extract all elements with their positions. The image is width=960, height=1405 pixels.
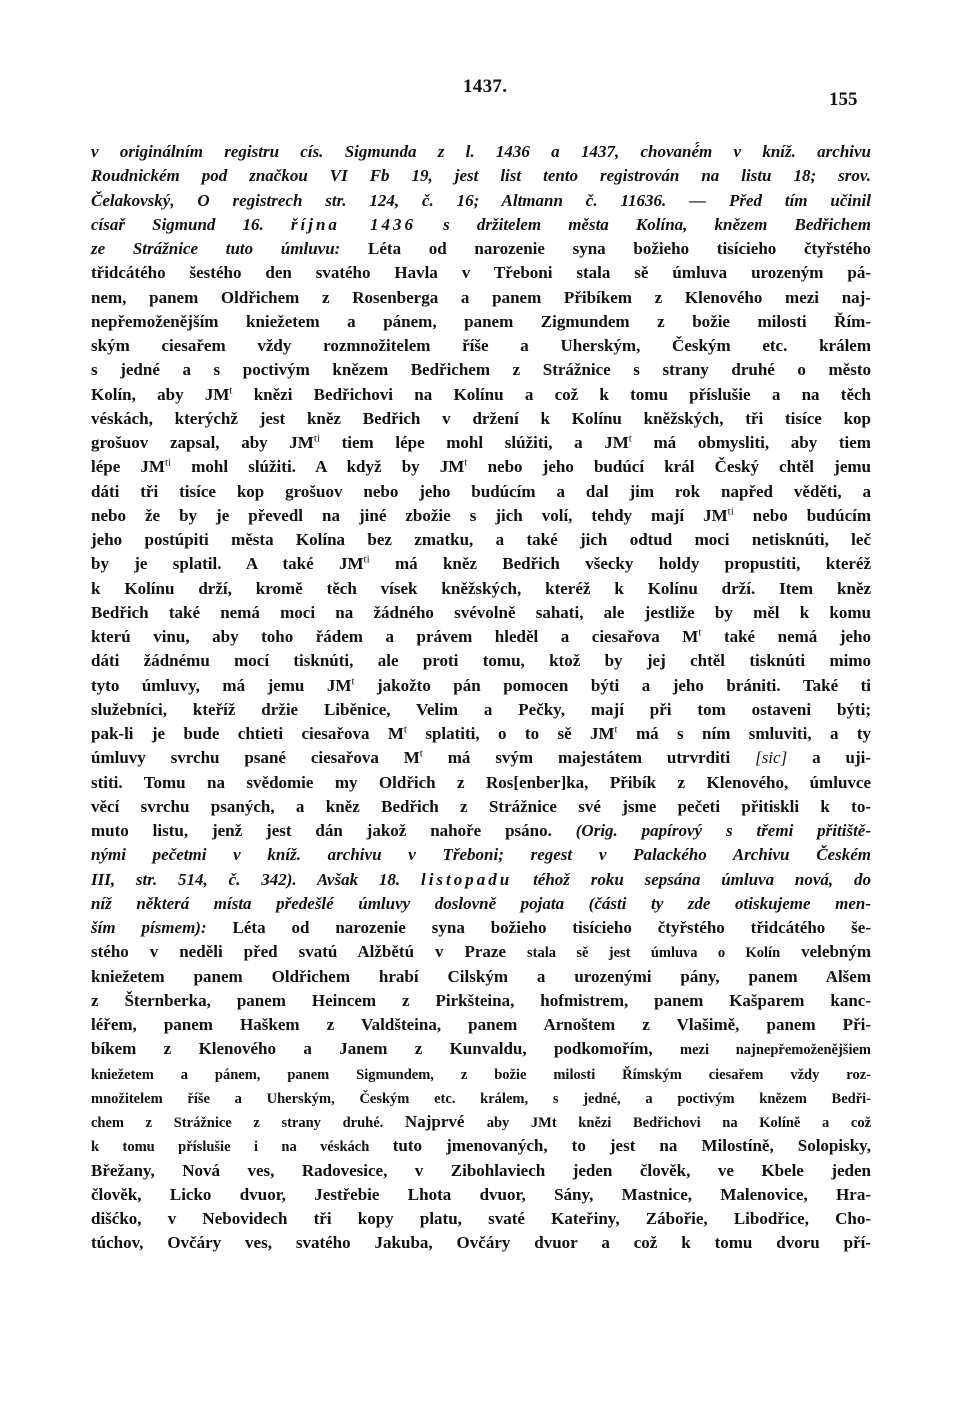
text-segment: Břežany, Nová ves, Radovesice, v Zibohlaviech jeden člověk, ve Kbele jeden (91, 1160, 871, 1180)
superscript: t (419, 747, 423, 760)
text-line (91, 674, 871, 698)
text-segment: túchov, Ovčáry ves, svatého Jakuba, Ovčáry dvuor a což k tomu dvoru pří- (91, 1233, 871, 1253)
text-segment: tiem lépe mohl slúžiti, a JM (319, 433, 629, 452)
text-line (91, 577, 871, 601)
text-segment: služebníci, kteříž držie Liběnice, Velim a Pečky, mají při tom ostaveni býti; (91, 699, 871, 719)
text-segment: dáti tři tisíce kop grošuov nebo jeho budúcím a dal jim rok napřed věděti, a (91, 481, 871, 501)
text-segment: má kněz Bedřich všecky holdy propustiti, kteréž (369, 554, 871, 574)
italic-segment: nými pečetmi v kníž. archivu v Třeboni; regest v Palackého Archivu Českém (91, 845, 871, 865)
superscript: ti (164, 456, 172, 469)
superscript: t (628, 432, 632, 445)
text-line (91, 261, 871, 285)
text-line (91, 1159, 871, 1183)
text-line (91, 1037, 871, 1061)
text-line (91, 1062, 871, 1086)
running-head-year: 1437. (463, 76, 508, 97)
text-segment: a uji- (787, 748, 872, 768)
superscript: t (351, 674, 355, 687)
text-line (91, 989, 871, 1013)
text-line (91, 1183, 871, 1207)
superscript: t (464, 456, 468, 469)
text-line (91, 601, 871, 625)
text-line (91, 334, 871, 358)
text-line (91, 940, 871, 964)
text-segment: léřem, panem Haškem z Valdšteina, panem Arnoštem z Vlašimě, panem Při- (91, 1015, 871, 1034)
text-segment: muto listu, jenž jest dán jakož nahoře psáno. (91, 821, 576, 840)
body-text (91, 140, 871, 1256)
italic-segment: III, str. 514, č. 342). Avšak 18. (91, 869, 421, 889)
superscript: t (614, 723, 618, 736)
text-line (91, 965, 871, 989)
text-line (91, 625, 871, 649)
text-line (91, 1207, 871, 1231)
text-line (91, 140, 871, 164)
italic-segment: s držitelem města Kolína, knězem Bedřichem (416, 214, 871, 234)
text-segment: kniežetem panem Oldřichem hrabí Cilským a urozenými pány, panem Alšem (91, 966, 871, 986)
text-segment: Léta od narozenie syna božieho tisícieho čtyřstého třidcátého še- (232, 918, 872, 937)
italic-segment: Čelakovský, O registrech str. 124, č. 16; Altmann č. 11636. — Před tím učinil (91, 190, 871, 210)
text-line (91, 843, 871, 867)
text-line (91, 213, 871, 237)
text-segment: véskách, kterýchž jest kněz Bedřich v držení k Kolínu kněžských, tři tisíce kop (91, 408, 871, 428)
text-segment: Bedřich také nemá moci na žádného svévolně sahati, ale jestliže by měl k komu (91, 602, 871, 622)
superscript: ti (363, 553, 370, 566)
text-line (91, 916, 871, 940)
italic-segment: Roudnickém pod značkou VI Fb 19, jest list tento registrován na listu 18; srov. (91, 166, 871, 186)
text-segment: ským ciesařem vždy rozmnožitelem říše a Uherským, Českým etc. králem (91, 336, 871, 355)
italic-segment: (Orig. papírový s třemi přitiště- (575, 821, 872, 840)
text-segment: také nemá jeho (701, 627, 871, 646)
italic-segment: ze Strážnice tuto úmluvu: (91, 239, 369, 258)
superscript: ti (727, 505, 734, 518)
text-line (91, 649, 871, 673)
text-segment: nepřemoženějším kniežetem a pánem, panem Zigmundem z božie milosti Řím- (91, 311, 871, 331)
text-segment: má svým majestátem utrvrditi (422, 748, 756, 768)
text-line (91, 504, 871, 528)
text-segment: splatiti, o to sě JM (406, 724, 615, 743)
text-line (91, 892, 871, 916)
text-line (91, 795, 871, 819)
text-line (91, 383, 871, 407)
text-segment: stala sě jest úmluva o Kolín (526, 945, 781, 962)
text-segment: Kolín, aby JM (91, 384, 230, 404)
text-line (91, 431, 871, 455)
text-line (91, 358, 871, 382)
text-segment: dišćko, v Nebovidech tři kopy platu, svaté Kateřiny, Zábořie, Libodřice, Cho- (91, 1209, 871, 1228)
text-line (91, 868, 871, 892)
text-line (91, 286, 871, 310)
text-line (91, 164, 871, 188)
text-line (91, 1231, 871, 1255)
text-line (91, 310, 871, 334)
page-number: 155 (829, 89, 858, 110)
text-segment: úmluvy svrchu psané ciesařova M (91, 748, 420, 768)
italic-segment: císař Sigmund 16. (91, 214, 291, 234)
text-segment: chem z Strážnice z strany druhé. (91, 1115, 405, 1131)
text-segment: stiti. Tomu na svědomie my Oldřich z Ros[enber]ka, Přibík z Klenového, úmluvce (91, 772, 871, 792)
text-segment: kniežetem a pánem, panem Sigmundem, z božie milosti Římským ciesařem vždy roz- (91, 1066, 871, 1083)
text-segment: grošuov zapsal, aby JM (91, 433, 314, 452)
text-line (91, 698, 871, 722)
text-segment: třidcátého šestého den svatého Havla v Třeboni stala sě úmluva urozeným pá- (91, 263, 871, 283)
text-segment: tyto úmluvy, má jemu JM (91, 675, 352, 695)
text-segment: dáti žádnému mocí tisknúti, ale proti tomu, ktož by jej chtěl tisknúti mimo (91, 651, 871, 671)
italic-segment: téhož roku sepsána úmluva nová, do (512, 869, 871, 889)
text-segment: z Šternberka, panem Heincem z Pirkšteina, hofmistrem, panem Kašparem kanc- (91, 990, 871, 1010)
text-segment: mezi najnepřemoženějšiem (680, 1042, 871, 1059)
text-segment: nebo že by je převedl na jiné zbožie s jich volí, tehdy mají JM (91, 505, 728, 525)
text-line (91, 1086, 871, 1110)
text-segment: lépe JM (91, 457, 165, 477)
text-line (91, 237, 871, 261)
text-line (91, 455, 871, 479)
text-segment: kterú vinu, aby toho řádem a právem hleděl a ciesařova M (91, 627, 699, 646)
text-segment: nebo jeho budúcí král Český chtěl jemu (467, 457, 872, 477)
text-segment: nebo budúcím (733, 505, 872, 525)
text-segment: aby JMt knězi Bedřichovi na Kolíně a což (486, 1115, 872, 1131)
superscript: t (698, 626, 702, 639)
text-line (91, 528, 871, 552)
text-segment: Léta od narozenie syna božieho tisícieho čtyřstého (368, 239, 871, 258)
text-line (91, 819, 871, 843)
text-segment: stého v neděli před svatú Alžbětú v Praze (91, 942, 527, 962)
superscript: ti (313, 432, 320, 445)
italic-segment: níž některá místa předešlé úmluvy doslovně pojata (části ty zde otiskujeme men- (91, 893, 871, 913)
text-segment: věcí svrchu psaných, a kněz Bedřich z Strážnice své jsme pečeti přitiskli k to- (91, 796, 871, 816)
text-segment: by je splatil. A také JM (91, 554, 364, 574)
text-segment: člověk, Licko dvuor, Jestřebie Lhota dvuor, Sány, Mastnice, Malenovice, Hra- (91, 1184, 871, 1204)
superscript: t (229, 383, 233, 396)
text-line (91, 1134, 871, 1158)
text-line (91, 189, 871, 213)
text-segment: jakožto pán pomocen býti a jeho brániti. Také ti (354, 675, 871, 695)
text-segment: nem, panem Oldřichem z Rosenberga a panem Přibíkem z Klenového mezi naj- (91, 287, 871, 307)
text-segment: má s ním smluviti, a ty (617, 724, 871, 743)
text-line (91, 771, 871, 795)
italic-segment: [sic] (755, 748, 788, 768)
text-segment: množitelem říše a Uherským, Českým etc. králem, s jedné, a poctivým knězem Bedři- (91, 1090, 871, 1107)
text-segment: tuto jmenovaných, to jest na Milostíně, Solopisky, (392, 1136, 871, 1156)
superscript: t (403, 723, 407, 736)
text-segment: bíkem z Klenového a Janem z Kunvaldu, podkomořím, (91, 1039, 680, 1059)
text-segment: Najprvé (404, 1112, 487, 1131)
italic-segment: ším písmem): (91, 918, 233, 937)
text-segment: s jedné a s poctivým knězem Bedřichem z Strážnice s strany druhé o město (91, 360, 871, 380)
italic-segment: října 1436 (290, 214, 417, 234)
text-segment: k Kolínu drží, kromě těch vísek kněžských, kteréž k Kolínu drží. Item kněz (91, 578, 871, 598)
text-line (91, 722, 871, 746)
text-segment: má obmysliti, aby tiem (631, 433, 871, 452)
italic-segment: listopadu (420, 869, 513, 889)
text-segment: mohl slúžiti. A když by JM (171, 457, 465, 477)
text-line (91, 1013, 871, 1037)
text-segment: k tomu příslušie i na véskách (91, 1139, 393, 1156)
running-head (0, 76, 960, 116)
text-line (91, 552, 871, 576)
text-line (91, 1110, 871, 1134)
text-line (91, 407, 871, 431)
text-line (91, 746, 871, 770)
text-line (91, 480, 871, 504)
italic-segment: v originálním registru cís. Sigmunda z l. 1436 a 1437, chované́m v kníž. archivu (91, 142, 871, 161)
text-segment: jeho postúpiti města Kolína bez zmatku, a také jich odtud moci netisknúti, leč (91, 530, 871, 549)
text-segment: velebným (780, 942, 872, 962)
text-segment: knězi Bedřichovi na Kolínu a což k tomu příslušie a na těch (232, 384, 871, 404)
text-segment: pak-li je bude chtieti ciesařova M (91, 724, 404, 743)
